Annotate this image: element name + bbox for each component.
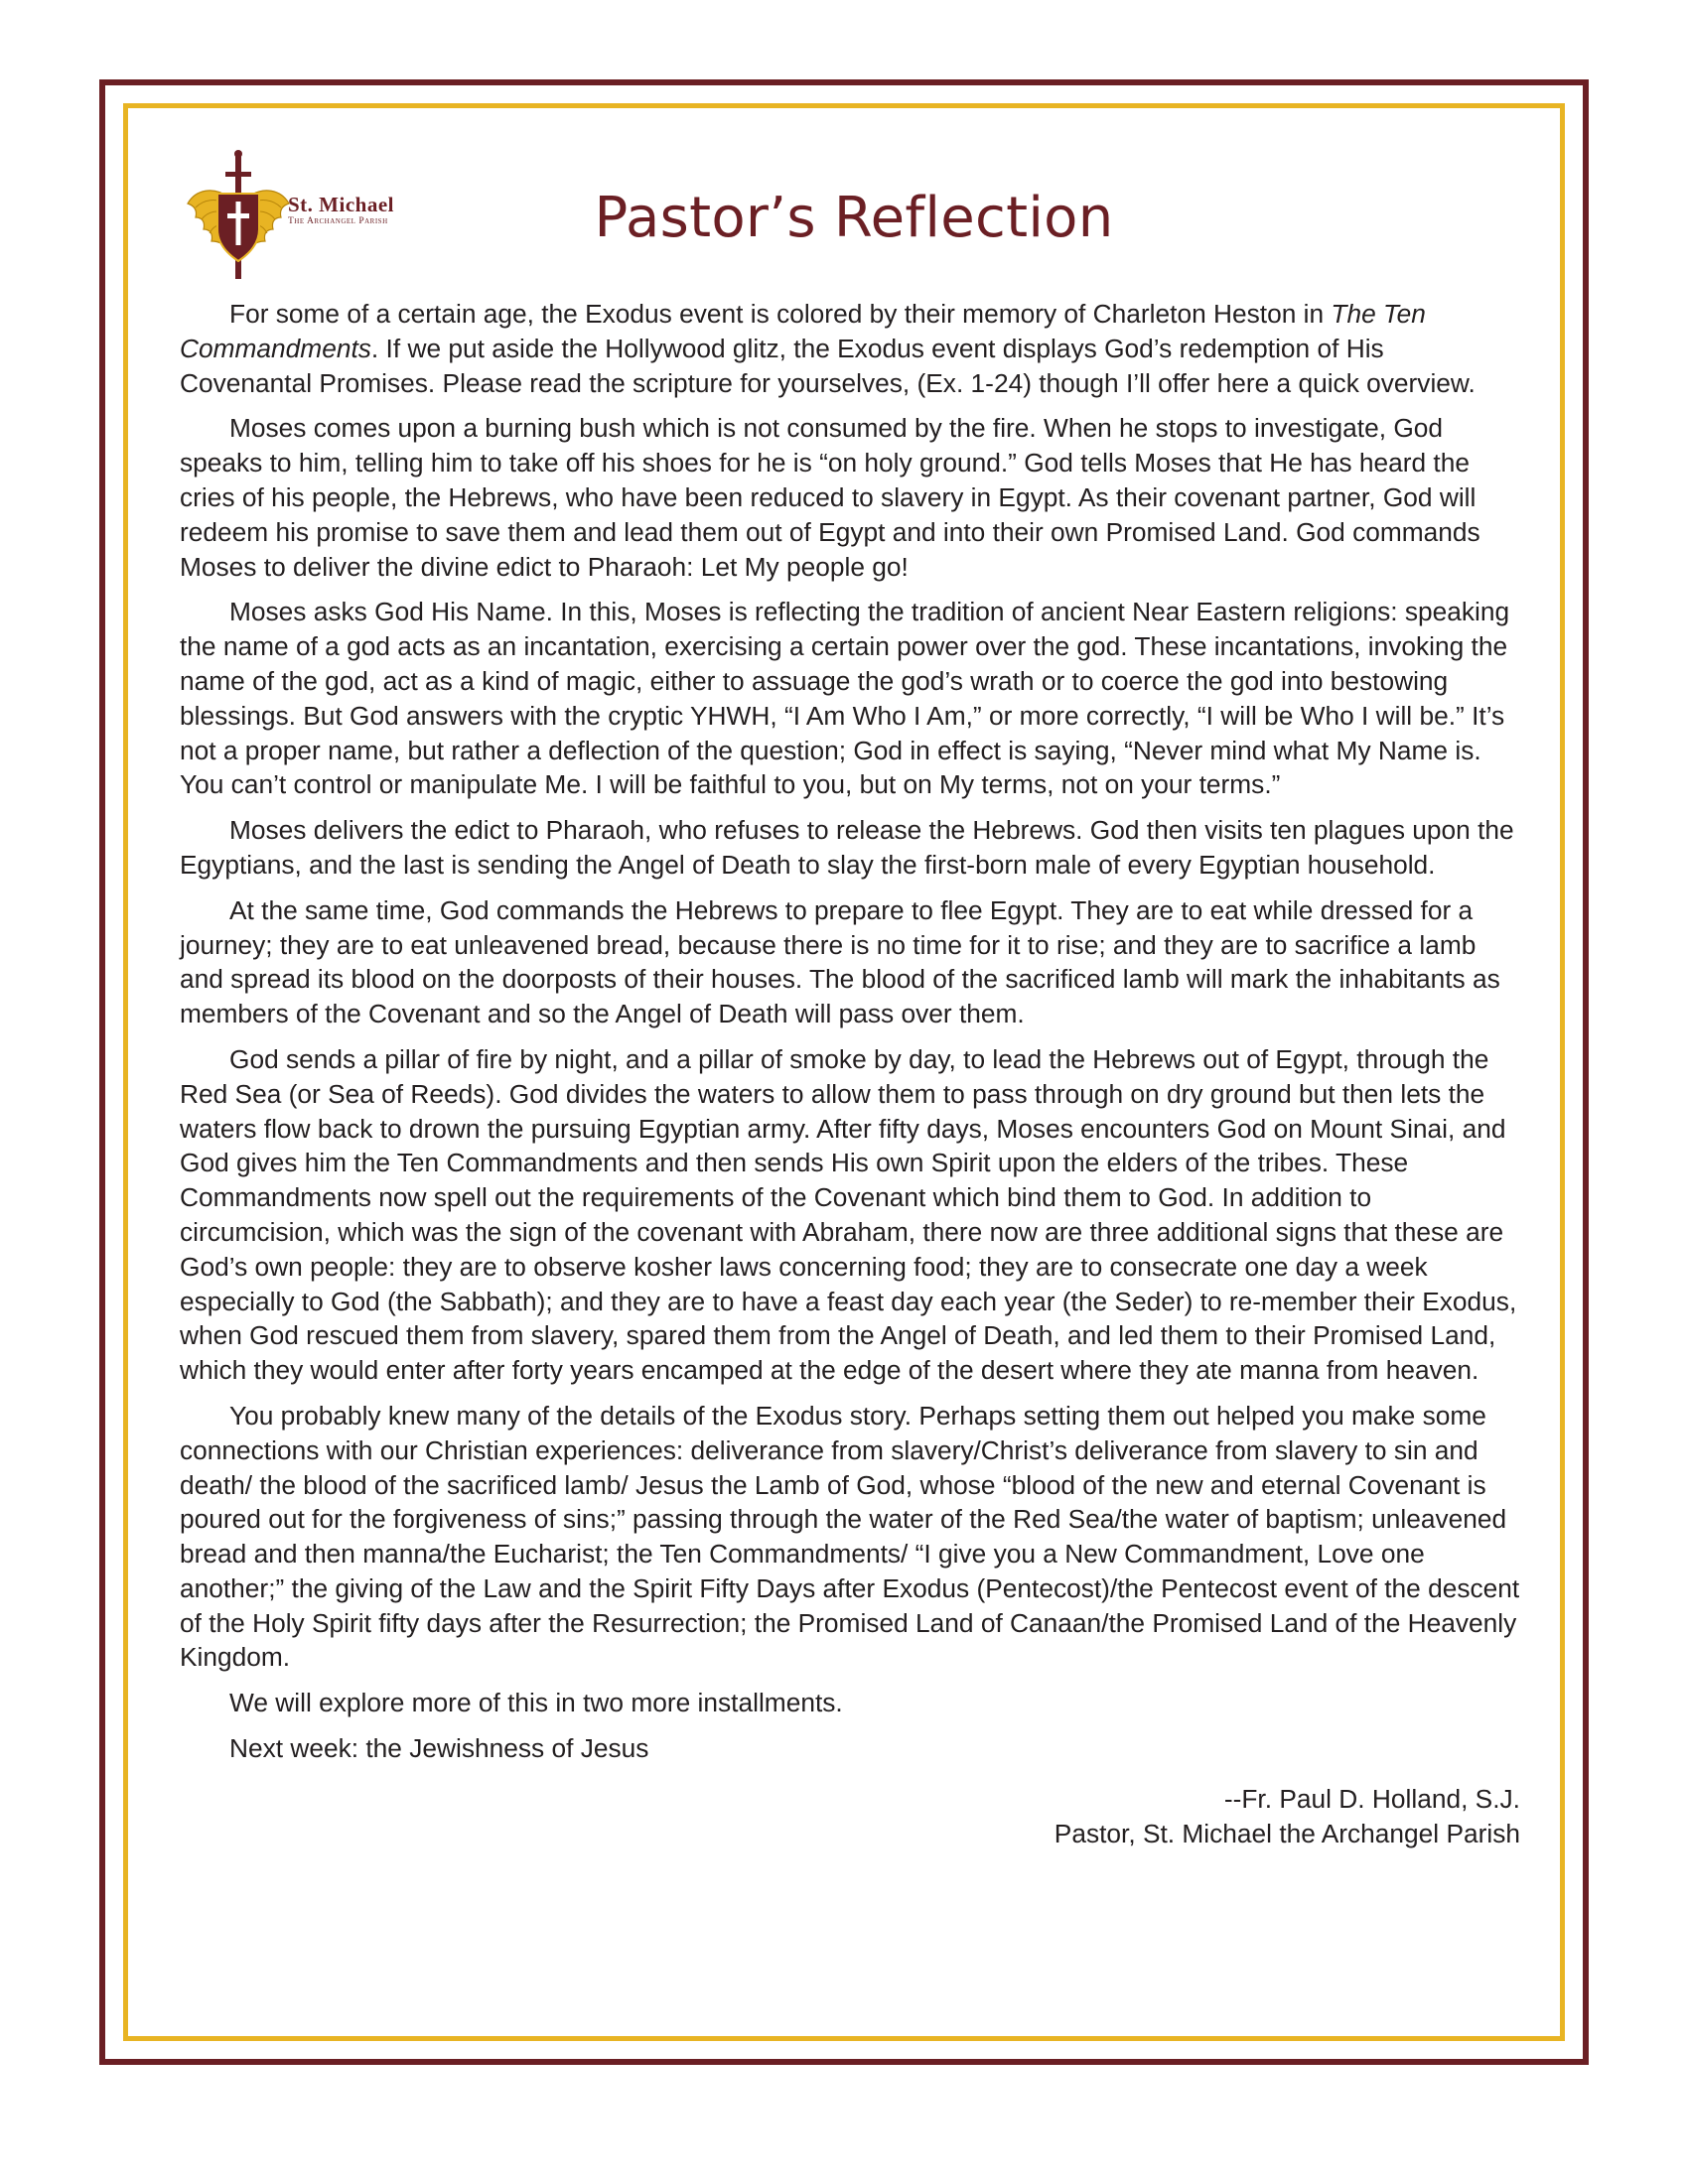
signature-role: Pastor, St. Michael the Archangel Parish — [1054, 1818, 1520, 1848]
paragraph-2: Moses comes upon a burning bush which is not consumed by the fire. When he stops to investigate, God speaks to him, telling him to take off his shoes for he is “on holy ground.” God tells Moses that He has heard the cries of his people, the Hebrews, who have been reduced to slavery in Egypt. As their covenant partner, God will redeem his promise to save them and lead them out of Egypt and into their own Promised Land. God commands Moses to deliver the divine edict to Pharaoh: Let My people go! — [180, 413, 1480, 582]
paragraph-7: You probably knew many of the details of the Exodus story. Perhaps setting them out helped you make some connections with our Christian experiences: deliverance from slavery/Christ’s deliverance from slavery to sin and death/ the blood of the sacrificed lamb/ Jesus the Lamb of God, whose “blood of the new and eternal Covenant is poured out for the forgiveness of sins;” passing through the water of the Red Sea/the water of baptism; unleavened bread and then manna/the Eucharist; the Ten Commandments/ “I give you a New Commandment, Love one another;” the giving of the Law and the Spirit Fifty Days after Exodus (Pentecost)/the Pentecost event of the descent of the Holy Spirit fifty days after the Resurrection; the Promised Land of Canaan/the Promised Land of the Heavenly Kingdom. — [180, 1400, 1520, 1673]
page-title: Pastor’s Reflection — [594, 186, 1114, 250]
paragraph-6: God sends a pillar of fire by night, and a pillar of smoke by day, to lead the Hebrews out of Egypt, through the Red Sea (or Sea of Reeds). God divides the waters to allow them to pass through on dry ground but then lets the waters flow back to drown the pursuing Egyptian army. After fifty days, Moses encounters God on Mount Sinai, and God gives him the Ten Commandments and then sends His own Spirit upon the elders of the tribes. These Commandments now spell out the requirements of the Covenant which bind them to God. In addition to circumcision, which was the sign of the covenant with Abraham, there now are three additional signs that these are God’s own people: they are to observe kosher laws concerning food; they are to consecrate one day a week especially to God (the Sabbath); and they are to have a feast day each year (the Seder) to re-member their Exodus, when God rescued them from slavery, spared them from the Angel of Death, and led them to their Promised Land, which they would enter after forty years encamped at the edge of the desert where they ate manna from heaven. — [180, 1043, 1517, 1386]
paragraph-9: Next week: the Jewishness of Jesus — [229, 1733, 649, 1764]
paragraph-4: Moses delivers the edict to Pharaoh, who refuses to release the Hebrews. God then visits ten plagues upon the Egyptians, and the last is sending the Angel of Death to slay the first-born male of every Egyptian household. — [180, 815, 1514, 880]
paragraph-1 — [180, 297, 1520, 400]
paragraph-8: We will explore more of this in two more installments. — [229, 1688, 843, 1718]
reflection-body — [180, 297, 1520, 1850]
paragraph-1-text-start: For some of a certain age, the Exodus event is colored by their memory of Charleton Heston in — [229, 299, 1332, 329]
paragraph-1-text-end: . If we put aside the Hollywood glitz, the Exodus event displays God’s redemption of His Covenantal Promises. Please read the scripture for yourselves, (Ex. 1-24) though I’ll offer here a quick overview. — [180, 333, 1476, 398]
inner-border-frame — [123, 103, 1565, 2041]
logo-parish-name: St. Michael — [288, 193, 394, 216]
signature-name: --Fr. Paul D. Holland, S.J. — [1223, 1783, 1520, 1814]
outer-border-frame — [99, 79, 1589, 2065]
signature-block — [180, 1782, 1520, 1851]
paragraph-3: Moses asks God His Name. In this, Moses is reflecting the tradition of ancient Near Eastern religions: speaking the name of a god acts as an incantation, exercising a certain power over the god. These incantations, invoking the name of the god, act as a kind of magic, either to assuage the god’s wrath or to coerce the god into bestowing blessings. But God answers with the cryptic YHWH, “I Am Who I Am,” or more correctly, “I will be Who I will be.” It’s not a proper name, but rather a deflection of the question; God in effect is saying, “Never mind what My Name is. You can’t control or manipulate Me. I will be faithful to you, but on My terms, not on your terms.” — [180, 597, 1510, 800]
paragraph-5: At the same time, God commands the Hebrews to prepare to flee Egypt. They are to eat while dressed for a journey; they are to eat unleavened bread, because there is no time for it to rise; and they are to sacrifice a lamb and spread its blood on the doorposts of their houses. The blood of the sacrificed lamb will mark the inhabitants as members of the Covenant and so the Angel of Death will pass over them. — [180, 894, 1500, 1029]
film-title: The Ten Commandments — [180, 299, 1426, 363]
logo-parish-subtitle: The Archangel Parish — [288, 216, 388, 226]
